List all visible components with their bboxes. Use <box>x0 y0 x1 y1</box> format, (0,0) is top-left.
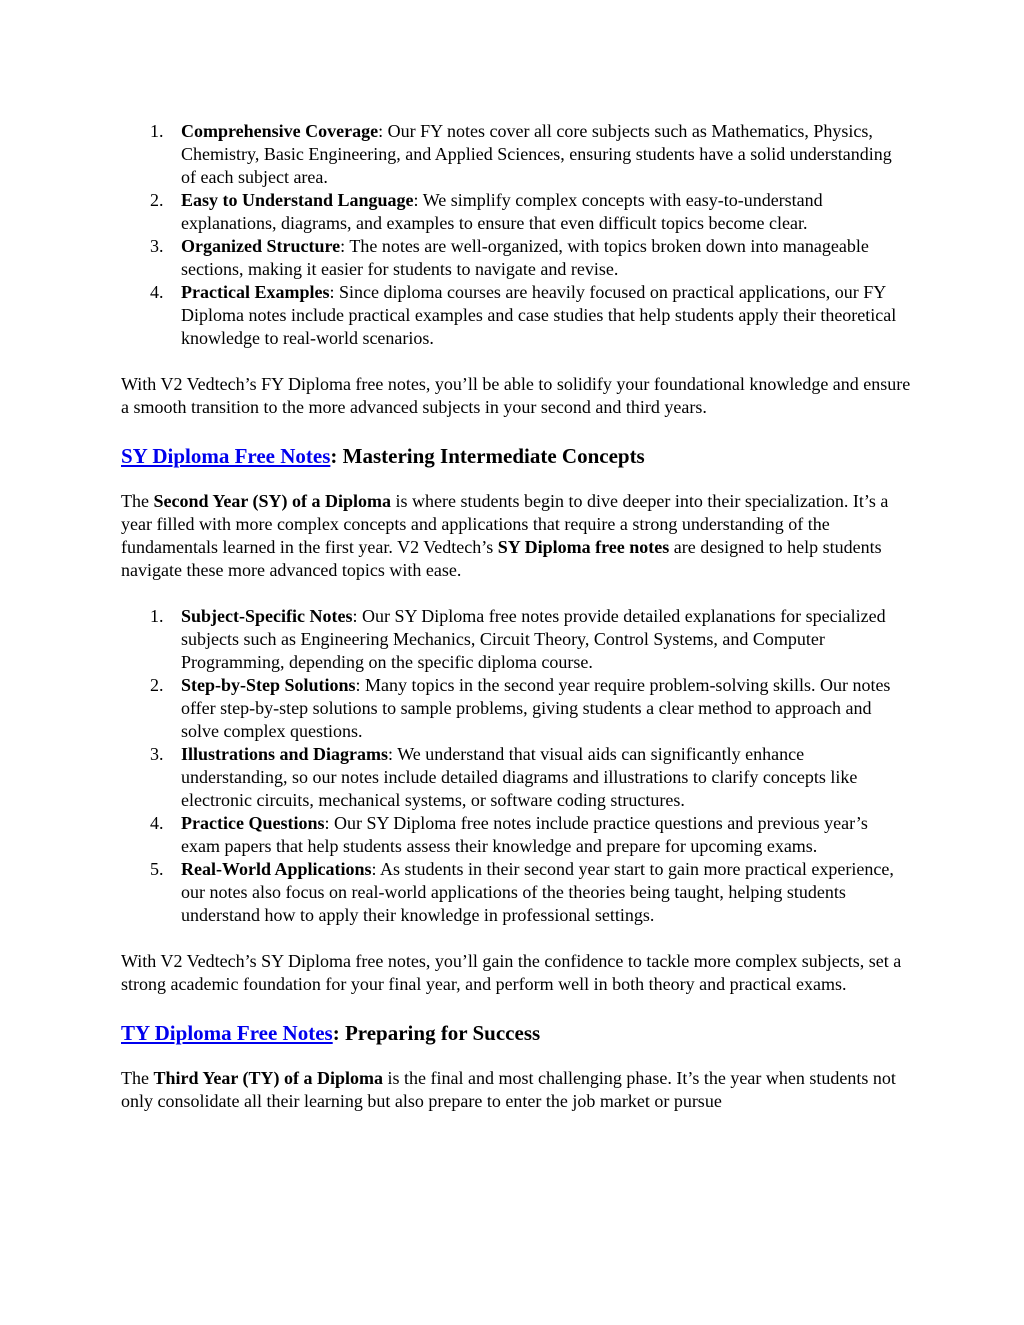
paragraph-text: The <box>121 1068 154 1088</box>
list-item-title: Step-by-Step Solutions <box>181 675 356 695</box>
list-item <box>121 235 911 281</box>
list-item-text: : We simplify complex concepts with easy-to-understand explanations, diagrams, and examples to ensure that even difficult topics become clear. <box>181 190 823 233</box>
list-item-title: Comprehensive Coverage <box>181 121 379 141</box>
list-item-text: : The notes are well-organized, with topics broken down into manageable sections, making it easier for students to navigate and revise. <box>181 236 869 279</box>
list-item-title: Illustrations and Diagrams <box>181 744 389 764</box>
paragraph-text: is the final and most challenging phase. It’s the year when students not only consolidate all their learning but also prepare to enter the job market or pursue <box>121 1068 896 1111</box>
list-item-title: Easy to Understand Language <box>181 190 414 210</box>
list-number: 2. <box>150 675 164 695</box>
list-number: 2. <box>150 190 164 210</box>
sy-heading-subtitle: : Mastering Intermediate Concepts <box>330 444 645 468</box>
ty-section-heading <box>121 1020 911 1046</box>
list-item-text: : Since diploma courses are heavily focused on practical applications, our FY Diploma notes include practical examples and case studies that help students apply their theoretical knowledge to real-world scenarios. <box>181 282 897 348</box>
paragraph-text: The <box>121 491 154 511</box>
fy-features-list <box>121 120 911 350</box>
list-item-title: Real-World Applications <box>181 859 372 879</box>
ty-diploma-notes-link[interactable]: TY Diploma Free Notes <box>121 1021 333 1045</box>
sy-section-heading <box>121 443 911 469</box>
sy-features-list <box>121 605 911 927</box>
list-item-text: : Our FY notes cover all core subjects such as Mathematics, Physics, Chemistry, Basic Engineering, and Applied Sciences, ensuring students have a solid understanding of each subject area. <box>181 121 892 187</box>
list-item <box>121 281 911 350</box>
paragraph-text: is where students begin to dive deeper into their specialization. It’s a year filled with more complex concepts and applications that require a strong understanding of the fundamentals learned in the first year. V2 Vedtech’s <box>121 491 889 557</box>
list-number: 5. <box>150 859 164 879</box>
paragraph-bold-text: SY Diploma free notes <box>497 537 670 557</box>
list-item-text: : As students in their second year start to gain more practical experience, our notes also focus on real-world applications of the theories being taught, helping students understand how to apply their knowledge in professional settings. <box>181 859 894 925</box>
list-number: 4. <box>150 813 164 833</box>
paragraph-bold-text: Second Year (SY) of a Diploma <box>153 491 391 511</box>
sy-diploma-notes-link[interactable]: SY Diploma Free Notes <box>121 444 331 468</box>
list-item <box>121 812 911 858</box>
list-item <box>121 605 911 674</box>
list-item-text: : Our SY Diploma free notes include practice questions and previous year’s exam papers that help students assess their knowledge and prepare for upcoming exams. <box>181 813 868 856</box>
sy-intro-paragraph <box>121 490 911 582</box>
list-item <box>121 189 911 235</box>
list-number: 4. <box>150 282 164 302</box>
list-number: 1. <box>150 606 164 626</box>
fy-conclusion-paragraph: With V2 Vedtech’s FY Diploma free notes, you’ll be able to solidify your foundational knowledge and ensure a smooth transition to the more advanced subjects in your second and third years. <box>121 374 911 417</box>
document-page <box>121 120 911 1113</box>
paragraph-text: are designed to help students navigate these more advanced topics with ease. <box>121 537 882 580</box>
paragraph-bold-text: Third Year (TY) of a Diploma <box>153 1068 383 1088</box>
list-item-title: Practice Questions <box>181 813 325 833</box>
list-item <box>121 743 911 812</box>
list-item-text: : We understand that visual aids can significantly enhance understanding, so our notes include detailed diagrams and illustrations to clarify concepts like electronic circuits, mechanical systems, or software coding structures. <box>181 744 858 810</box>
sy-conclusion-paragraph: With V2 Vedtech’s SY Diploma free notes, you’ll gain the confidence to tackle more complex subjects, set a strong academic foundation for your final year, and perform well in both theory and practical exams. <box>121 951 902 994</box>
list-number: 1. <box>150 121 164 141</box>
list-item <box>121 858 911 927</box>
list-item-title: Practical Examples <box>181 282 330 302</box>
list-number: 3. <box>150 744 164 764</box>
ty-intro-paragraph <box>121 1067 911 1113</box>
list-item-title: Subject-Specific Notes <box>181 606 353 626</box>
list-item-title: Organized Structure <box>181 236 341 256</box>
list-item-text: : Our SY Diploma free notes provide detailed explanations for specialized subjects such as Engineering Mechanics, Circuit Theory, Control Systems, and Computer Programming, depending on the specific diploma course. <box>181 606 886 672</box>
list-item-text: : Many topics in the second year require problem-solving skills. Our notes offer step-by-step solutions to sample problems, giving students a clear method to approach and solve complex questions. <box>181 675 891 741</box>
ty-heading-subtitle: : Preparing for Success <box>332 1021 541 1045</box>
list-number: 3. <box>150 236 164 256</box>
list-item <box>121 120 911 189</box>
list-item <box>121 674 911 743</box>
